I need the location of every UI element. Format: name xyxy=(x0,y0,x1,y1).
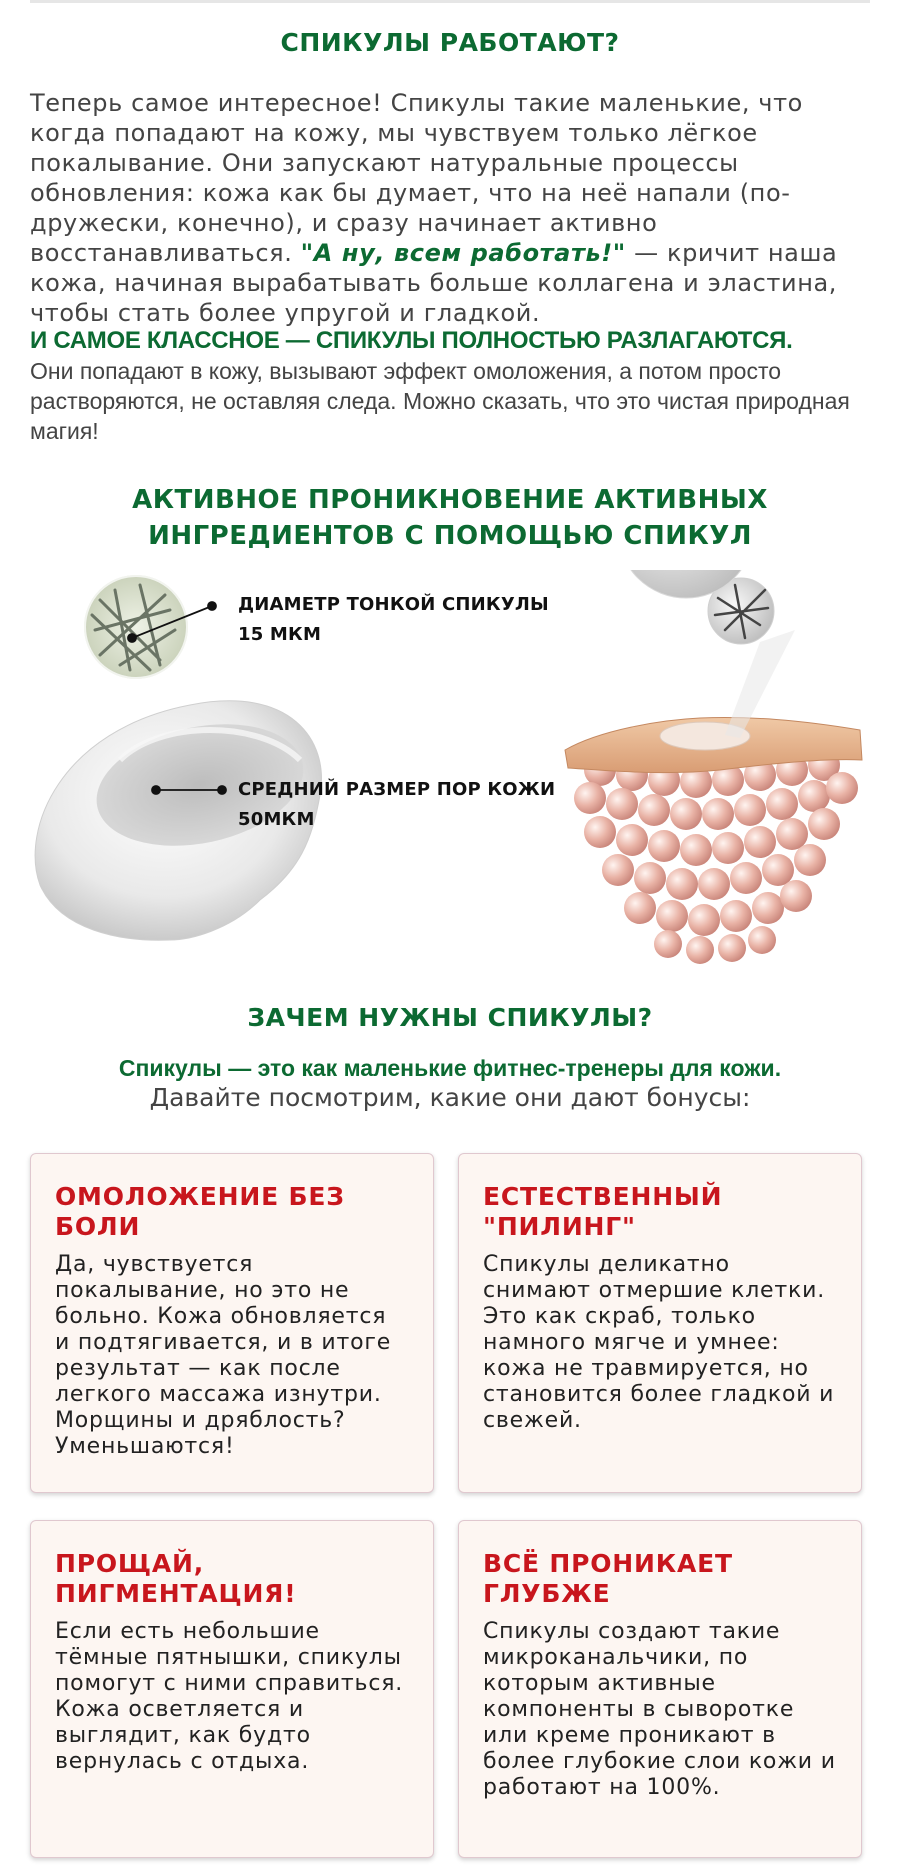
top-divider xyxy=(30,0,870,3)
intro-quote: "А ну, всем работать!" xyxy=(300,239,626,267)
intro-text-part1: Теперь самое интересное! Спикулы такие маленькие, что когда попадают на кожу, мы чувствуем только лёгкое покалывание. Они запускают натуральные процессы обновления: кожа как бы думает, что на неё напали (по-дружески, конечно), и сразу начинает активно восстанавливаться. xyxy=(30,89,803,267)
benefit-card-text: Да, чувствуется покалывание, но это не больно. Кожа обновляется и подтягивается, и в итоге результат — как после легкого массажа изнутри. Морщины и дряблость? Уменьшаются! xyxy=(55,1252,392,1459)
benefit-card-title: ОМОЛОЖЕНИЕ БЕЗ БОЛИ xyxy=(55,1182,345,1241)
callout-pore-size-value: 50МКМ xyxy=(238,809,315,830)
benefit-card-pigmentation xyxy=(30,1520,434,1858)
benefit-card-text: Спикулы деликатно снимают отмершие клетки. Это как скраб, только намного мягче и умнее: кожа не травмируется, но становится более гладкой и свежей. xyxy=(483,1252,835,1433)
benefit-card-title: ВСЁ ПРОНИКАЕТ ГЛУБЖЕ xyxy=(483,1549,733,1608)
spicule-magnified-circle xyxy=(85,576,187,678)
callout-spicule-diameter-value: 15 МКМ xyxy=(238,624,322,645)
section-title-decompose: И САМОЕ КЛАССНОЕ — СПИКУЛЫ ПОЛНОСТЬЮ РАЗЛАГАЮТСЯ. xyxy=(30,327,793,354)
skin-block-graphic xyxy=(565,630,862,964)
benefit-card-title: ЕСТЕСТВЕННЫЙ "ПИЛИНГ" xyxy=(483,1182,723,1241)
callout-pore-size-label: СРЕДНИЙ РАЗМЕР ПОР КОЖИ xyxy=(238,779,556,800)
decompose-paragraph: Они попадают в кожу, вызывают эффект омоложения, а потом просто растворяются, не оставляя следа. Можно сказать, что это чистая природная магия! xyxy=(30,358,850,444)
intro-text-part2: — кричит наша кожа, начиная вырабатывать больше коллагена и эластина, чтобы стать более упругой и гладкой. xyxy=(30,239,838,327)
benefit-card-title: ПРОЩАЙ, ПИГМЕНТАЦИЯ! xyxy=(55,1549,297,1608)
callout-spicule-diameter-label: ДИАМЕТР ТОНКОЙ СПИКУЛЫ xyxy=(238,594,549,615)
subtitle-bonuses: Давайте посмотрим, какие они дают бонусы: xyxy=(149,1083,751,1112)
subtitle-fitness-trainers: Спикулы — это как маленькие фитнес-тренеры для кожи. xyxy=(118,1055,782,1081)
benefit-card-peeling xyxy=(458,1153,862,1493)
benefit-card-text: Если есть небольшие тёмные пятнышки, спикулы помогут с ними справиться. Кожа осветляется и выглядит, как будто вернулась с отдыха. xyxy=(55,1619,404,1774)
zoom-detail-circles xyxy=(618,570,774,644)
benefit-card-deeper-penetration xyxy=(458,1520,862,1858)
skin-cell-balls xyxy=(574,749,858,964)
benefit-card-rejuvenation xyxy=(30,1153,434,1493)
penetration-title-line1: АКТИВНОЕ ПРОНИКНОВЕНИЕ АКТИВНЫХ xyxy=(132,485,768,515)
benefit-card-text: Спикулы создают такие микроканальчики, по которым активные компоненты в сыворотке или креме проникают в более глубокие слои кожи и работают на 100%. xyxy=(483,1619,836,1800)
section-title-why-spicules: ЗАЧЕМ НУЖНЫ СПИКУЛЫ? xyxy=(247,1003,653,1032)
callout-pore-size xyxy=(238,775,555,835)
spicule-illustration xyxy=(0,570,900,970)
section-title-penetration xyxy=(0,482,900,554)
penetration-title-line2: ИНГРЕДИЕНТОВ С ПОМОЩЬЮ СПИКУЛ xyxy=(148,521,752,551)
callout-spicule-diameter xyxy=(238,590,549,650)
intro-paragraph xyxy=(30,88,870,328)
section-title-spicules-work: СПИКУЛЫ РАБОТАЮТ? xyxy=(280,28,620,57)
